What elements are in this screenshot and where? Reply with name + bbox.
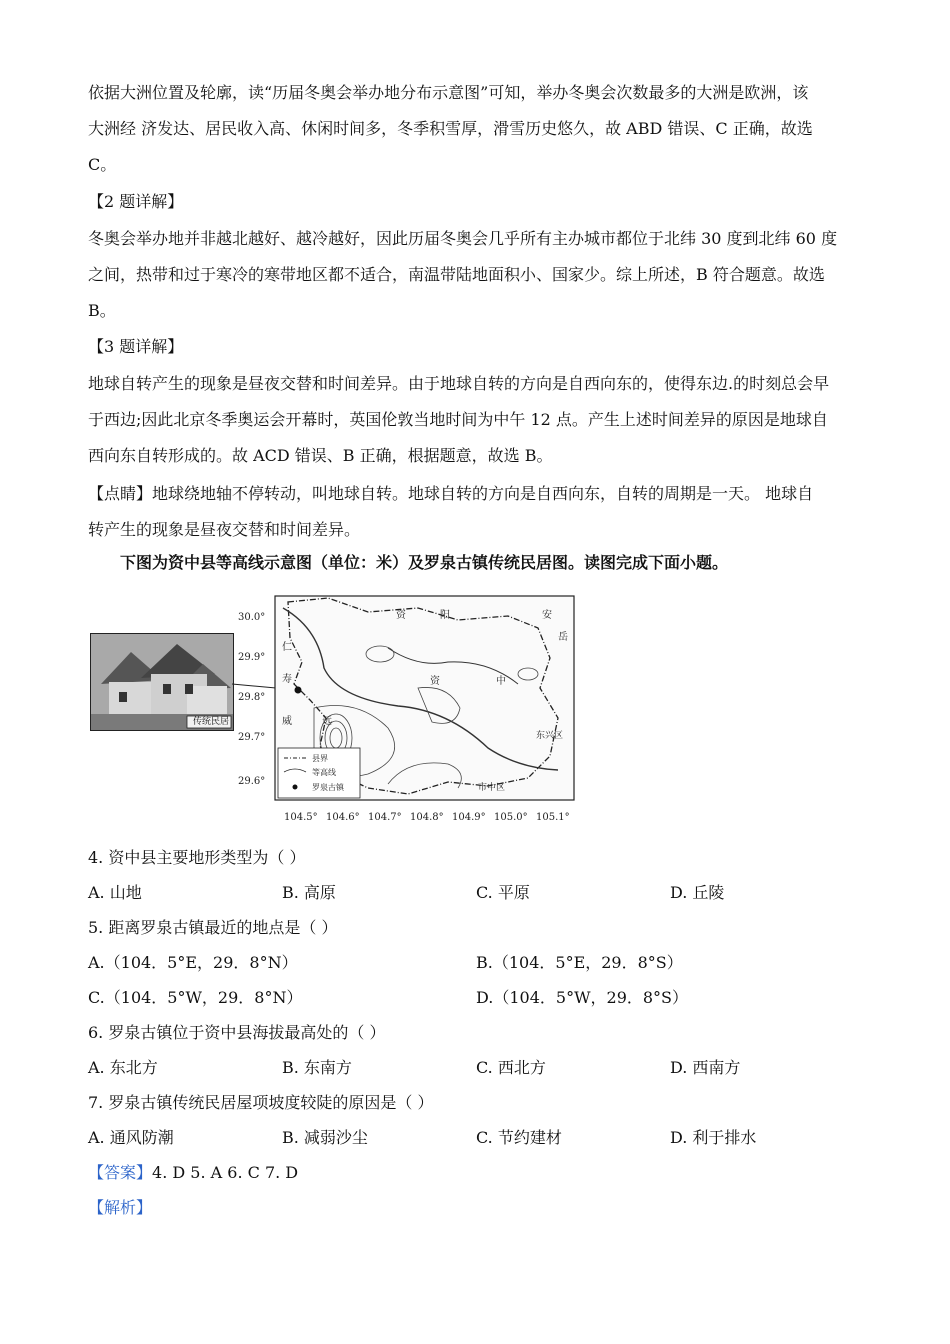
place-label-yang: 阳 <box>440 610 450 621</box>
q5-option-c: C.（104．5°W，29．8°N） <box>88 988 303 1007</box>
legend-county-label: 县界 <box>312 754 328 763</box>
legend-town-label: 罗泉古镇 <box>312 783 344 792</box>
place-label-shou: 寿 <box>282 674 292 685</box>
q2-line-1: 冬奥会举办地并非越北越好、越冷越好，因此历届冬奥会几乎所有主办城市都位于北纬 30 度到北纬 60 度 <box>88 229 838 248</box>
analysis-tag: 【解析】 <box>88 1198 153 1217</box>
intro-line-1: 依据大洲位置及轮廓，读“历届冬奥会举办地分布示意图”可知，举办冬奥会次数最多的大洲是欧洲，该 <box>88 83 809 102</box>
q4-option-d: D. 丘陵 <box>670 883 725 902</box>
question-5-stem: 5. 距离罗泉古镇最近的地点是（ ） <box>88 918 338 937</box>
lon-label-1: 104.6° <box>326 812 360 823</box>
lat-label-1: 29.9° <box>238 652 266 663</box>
place-label-wei: 威 <box>282 716 292 727</box>
photo-label: 传统民居 <box>192 717 229 727</box>
q3-heading: 【3 题详解】 <box>88 337 184 356</box>
lon-label-5: 105.0° <box>494 812 528 823</box>
legend-contour-label: 等高线 <box>312 768 336 777</box>
q4-option-b: B. 高原 <box>282 883 336 902</box>
lon-label-6: 105.1° <box>536 812 570 823</box>
place-label-an: 安 <box>542 610 552 621</box>
q5-option-a: A.（104．5°E，29．8°N） <box>88 953 298 972</box>
place-label-shizhong: 市中区 <box>478 783 506 793</box>
place-label-yuan: 远 <box>322 716 332 727</box>
q2-heading: 【2 题详解】 <box>88 192 184 211</box>
lon-label-2: 104.7° <box>368 812 402 823</box>
intro-line-2: 大洲经 济发达、居民收入高、休闲时间多，冬季积雪厚，滑雪历史悠久，故 ABD 错误、C 正确，故选 <box>88 119 813 138</box>
answer-line <box>88 1161 298 1185</box>
q6-option-c: C. 西北方 <box>476 1058 546 1077</box>
q7-option-c: C. 节约建材 <box>476 1128 562 1147</box>
lat-label-0: 30.0° <box>238 612 266 623</box>
q6-option-a: A. 东北方 <box>88 1058 158 1077</box>
place-label-dongxing: 东兴区 <box>536 731 564 741</box>
question-7-stem: 7. 罗泉古镇传统民居屋项坡度较陡的原因是（ ） <box>88 1093 434 1112</box>
q6-option-d: D. 西南方 <box>670 1058 741 1077</box>
lon-label-4: 104.9° <box>452 812 486 823</box>
lon-label-3: 104.8° <box>410 812 444 823</box>
q2-line-3: B。 <box>88 301 116 320</box>
place-label-yue: 岳 <box>558 632 568 643</box>
intro-line-3: C。 <box>88 155 117 174</box>
legend-town-dot <box>293 785 298 790</box>
analysis-line <box>88 1196 152 1220</box>
question-4-stem: 4. 资中县主要地形类型为（ ） <box>88 848 306 867</box>
answer-text: 4. D 5. A 6. C 7. D <box>152 1163 299 1182</box>
lon-label-0: 104.5° <box>284 812 318 823</box>
q5-option-b: B.（104．5°E，29．8°S） <box>476 953 683 972</box>
lat-label-3: 29.7° <box>238 732 266 743</box>
q4-option-c: C. 平原 <box>476 883 530 902</box>
lat-label-2: 29.8° <box>238 692 266 703</box>
q4-option-a: A. 山地 <box>88 883 142 902</box>
place-label-zhong: 中 <box>496 676 506 687</box>
q3-line-1: 地球自转产生的现象是昼夜交替和时间差异。由于地球自转的方向是自西向东的，使得东边.的时刻总会早 <box>88 374 830 393</box>
place-label-zi2: 资 <box>430 676 440 687</box>
contour-map <box>88 588 588 828</box>
q3-line-3: 西向东自转形成的。故 ACD 错误、B 正确，根据题意，故选 B。 <box>88 446 553 465</box>
place-label-ren: 仁 <box>282 642 292 653</box>
q7-option-b: B. 减弱沙尘 <box>282 1128 368 1147</box>
question-6-stem: 6. 罗泉古镇位于资中县海拔最高处的（ ） <box>88 1023 386 1042</box>
q2-line-2: 之间，热带和过于寒冷的寒带地区都不适合，南温带陆地面积小、国家少。综上所述，B 符合题意。故选 <box>88 265 825 284</box>
figure-caption: 下图为资中县等高线示意图（单位：米）及罗泉古镇传统民居图。读图完成下面小题。 <box>120 553 729 572</box>
point-line-1: 【点睛】地球绕地轴不停转动，叫地球自转。地球自转的方向是自西向东，自转的周期是一天。 地球自 <box>88 484 814 503</box>
luoquan-town-marker <box>295 687 302 694</box>
place-label-zi: 资 <box>396 610 406 621</box>
lat-label-4: 29.6° <box>238 776 266 787</box>
q5-option-d: D.（104．5°W，29．8°S） <box>476 988 689 1007</box>
q3-line-2: 于西边;因此北京冬季奥运会开幕时，英国伦敦当地时间为中午 12 点。产生上述时间差异的原因是地球自 <box>88 410 828 429</box>
answer-tag: 【答案】 <box>88 1163 153 1182</box>
q7-option-a: A. 通风防潮 <box>88 1128 174 1147</box>
q7-option-d: D. 利于排水 <box>670 1128 757 1147</box>
point-line-2: 转产生的现象是昼夜交替和时间差异。 <box>88 520 361 539</box>
q6-option-b: B. 东南方 <box>282 1058 352 1077</box>
